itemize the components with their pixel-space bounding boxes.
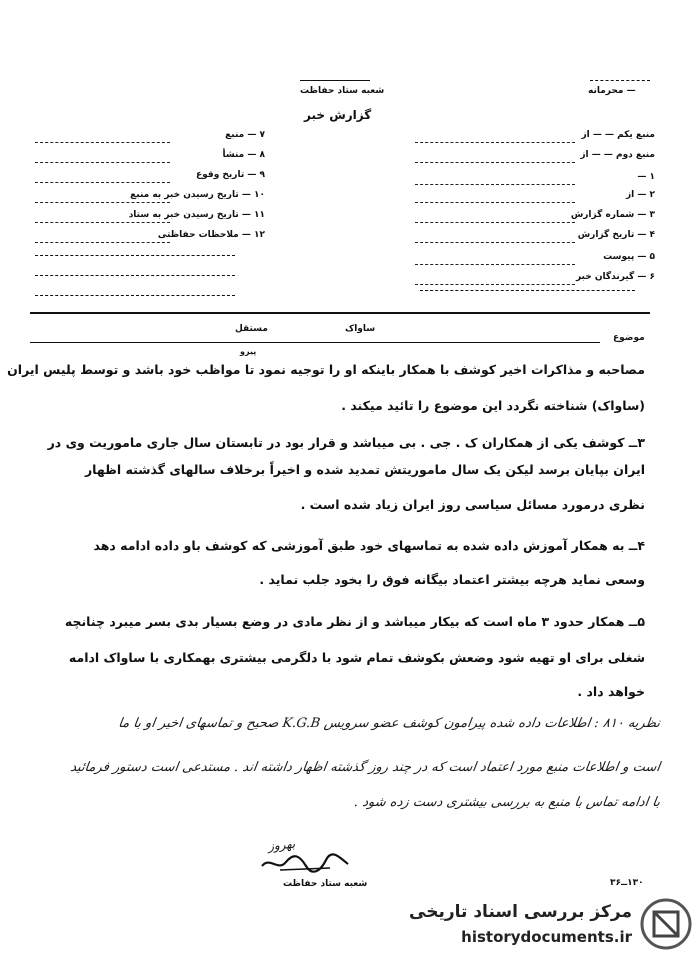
body-line: ۵ــ همکار حدود ۳ ماه است که بیکار میباشد و از نظر مادی در وضع بسیار بدی بسر میبرد چنانچه — [64, 614, 645, 629]
form-field-line — [415, 264, 575, 265]
form-field-label: ۱ — — [637, 172, 655, 182]
form-field-line — [35, 242, 170, 243]
subject-label: موضوع — [613, 333, 645, 343]
header-subtitle: شعبه ستاد حفاظت — [300, 86, 385, 96]
form-field-row — [415, 172, 655, 190]
subject-value: ساواک — [345, 324, 376, 334]
form-field-row — [415, 272, 655, 290]
form-field-line — [415, 242, 575, 243]
form-field-row — [35, 190, 265, 208]
form-field-line — [35, 162, 170, 163]
form-field-label: ۳ — شماره گزارش — [570, 210, 655, 220]
body-line: ایران بپایان برسد لیکن یک سال ماموریتش تمدید شده و اخیراً برخلاف سالهای گذشته اظهار — [84, 462, 645, 477]
form-field-line — [415, 222, 575, 223]
body-line: شغلی برای او تهیه شود وضعش بکوشف تمام شود با دلگرمی بیشتری بهمکاری با ساواک ادامه — [68, 650, 645, 665]
form-field-row — [415, 150, 655, 168]
handwritten-line: با ادامه تماس با منبع به بررسی بیشتری دست زده شود . — [353, 795, 662, 810]
form-field-row — [415, 190, 655, 208]
form-field-label: منبع دوم — — از — [580, 150, 655, 160]
handwritten-line: نظریه ۸۱۰ : اطلاعات داده شده پیرامون کوشف عضو سرویس K.G.B صحیح و تماسهای اخیر او با ما — [117, 716, 662, 731]
form-field-label: ۵ — پیوست — [603, 252, 655, 262]
form-field-row — [35, 170, 265, 188]
form-field-label: ۴ — تاریخ گزارش — [577, 230, 655, 240]
archive-watermark — [392, 896, 692, 956]
form-field-label: ۲ — از — [625, 190, 655, 200]
form-field-row — [35, 130, 265, 148]
subject-note: مستقل — [235, 324, 268, 334]
subject-sub-note: پیرو — [240, 347, 257, 356]
header-top-rule — [300, 80, 370, 81]
form-field-line — [35, 182, 170, 183]
form-field-line — [35, 142, 170, 143]
form-field-line — [415, 184, 575, 185]
form-field-line — [35, 222, 170, 223]
body-line: مصاحبه و مذاکرات اخیر کوشف با همکار باینکه او را توجیه نمود تا مواظب خود باشد و توسط پلیس ایران — [7, 362, 645, 377]
form-field-label: ۱۰ — تاریخ رسیدن خبر به منبع — [130, 190, 265, 200]
blank-line — [35, 295, 235, 296]
top-right-rule — [590, 80, 650, 81]
form-field-row — [35, 210, 265, 228]
body-line: خواهد داد . — [577, 684, 645, 699]
body-line: (ساواک) شناخته نگردد این موضوع را تائید میکند . — [341, 398, 645, 413]
separator-rule — [30, 312, 650, 314]
form-field-line — [415, 142, 575, 143]
blank-line — [35, 255, 235, 256]
form-field-line — [415, 202, 575, 203]
watermark-url: historydocuments.ir — [461, 928, 632, 946]
form-field-row — [415, 230, 655, 248]
form-field-line — [415, 162, 575, 163]
body-line: ۴ــ به همکار آموزش داده شده به تماسهای خود طبق آموزشی که کوشف باو داده ادامه دهد — [93, 538, 645, 553]
signature-stamp: شعبه ستاد حفاظت — [283, 879, 368, 889]
form-field-label: ۶ — گیرندگان خبر — [575, 272, 655, 282]
body-line: وسعی نماید هرچه بیشتر اعتماد بیگانه فوق را بخود جلب نماید . — [259, 572, 645, 587]
form-field-row — [415, 210, 655, 228]
form-field-row — [35, 230, 265, 248]
archive-logo-icon — [640, 898, 692, 950]
blank-line — [35, 275, 235, 276]
body-line: ۳ــ کوشف یکی از همکاران ک . جی . بی میباشد و قرار بود در تابستان سال جاری ماموریت وی در — [47, 435, 645, 450]
form-field-label: ۱۱ — تاریخ رسیدن خبر به ستاد — [128, 210, 265, 220]
form-field-row — [415, 252, 655, 270]
document-title: گزارش خبر — [304, 108, 372, 122]
form-field-line — [35, 202, 170, 203]
handwritten-line: است و اطلاعات منبع مورد اعتماد است که در چند روز گذشته اظهار داشته اند . مستدعی است دستور فرمائید — [69, 760, 662, 775]
form-field-label: ۱۲ — ملاحظات حفاظتی — [157, 230, 265, 240]
subject-rule — [30, 342, 600, 343]
form-field-row — [35, 150, 265, 168]
form-field-label: ۷ — منبع — [225, 130, 265, 140]
form-field-line — [415, 284, 575, 285]
watermark-title: مرکز بررسی اسناد تاریخی — [409, 902, 632, 922]
blank-line — [420, 290, 635, 291]
form-field-label: ۹ — تاریخ وقوع — [196, 170, 265, 180]
signature: بهروز — [267, 836, 296, 854]
form-field-label: ۸ — منشأ — [222, 150, 265, 160]
top-right-label: — محرمانه — [588, 86, 636, 96]
document-reference: ۱۳۰ــ۳۶ — [610, 878, 644, 888]
body-line: نظری درمورد مسائل سیاسی روز ایران زیاد شده است . — [300, 497, 645, 512]
form-field-row — [415, 130, 655, 148]
signature-scribble-icon — [260, 852, 350, 874]
form-field-label: منبع یکم — — از — [581, 130, 655, 140]
